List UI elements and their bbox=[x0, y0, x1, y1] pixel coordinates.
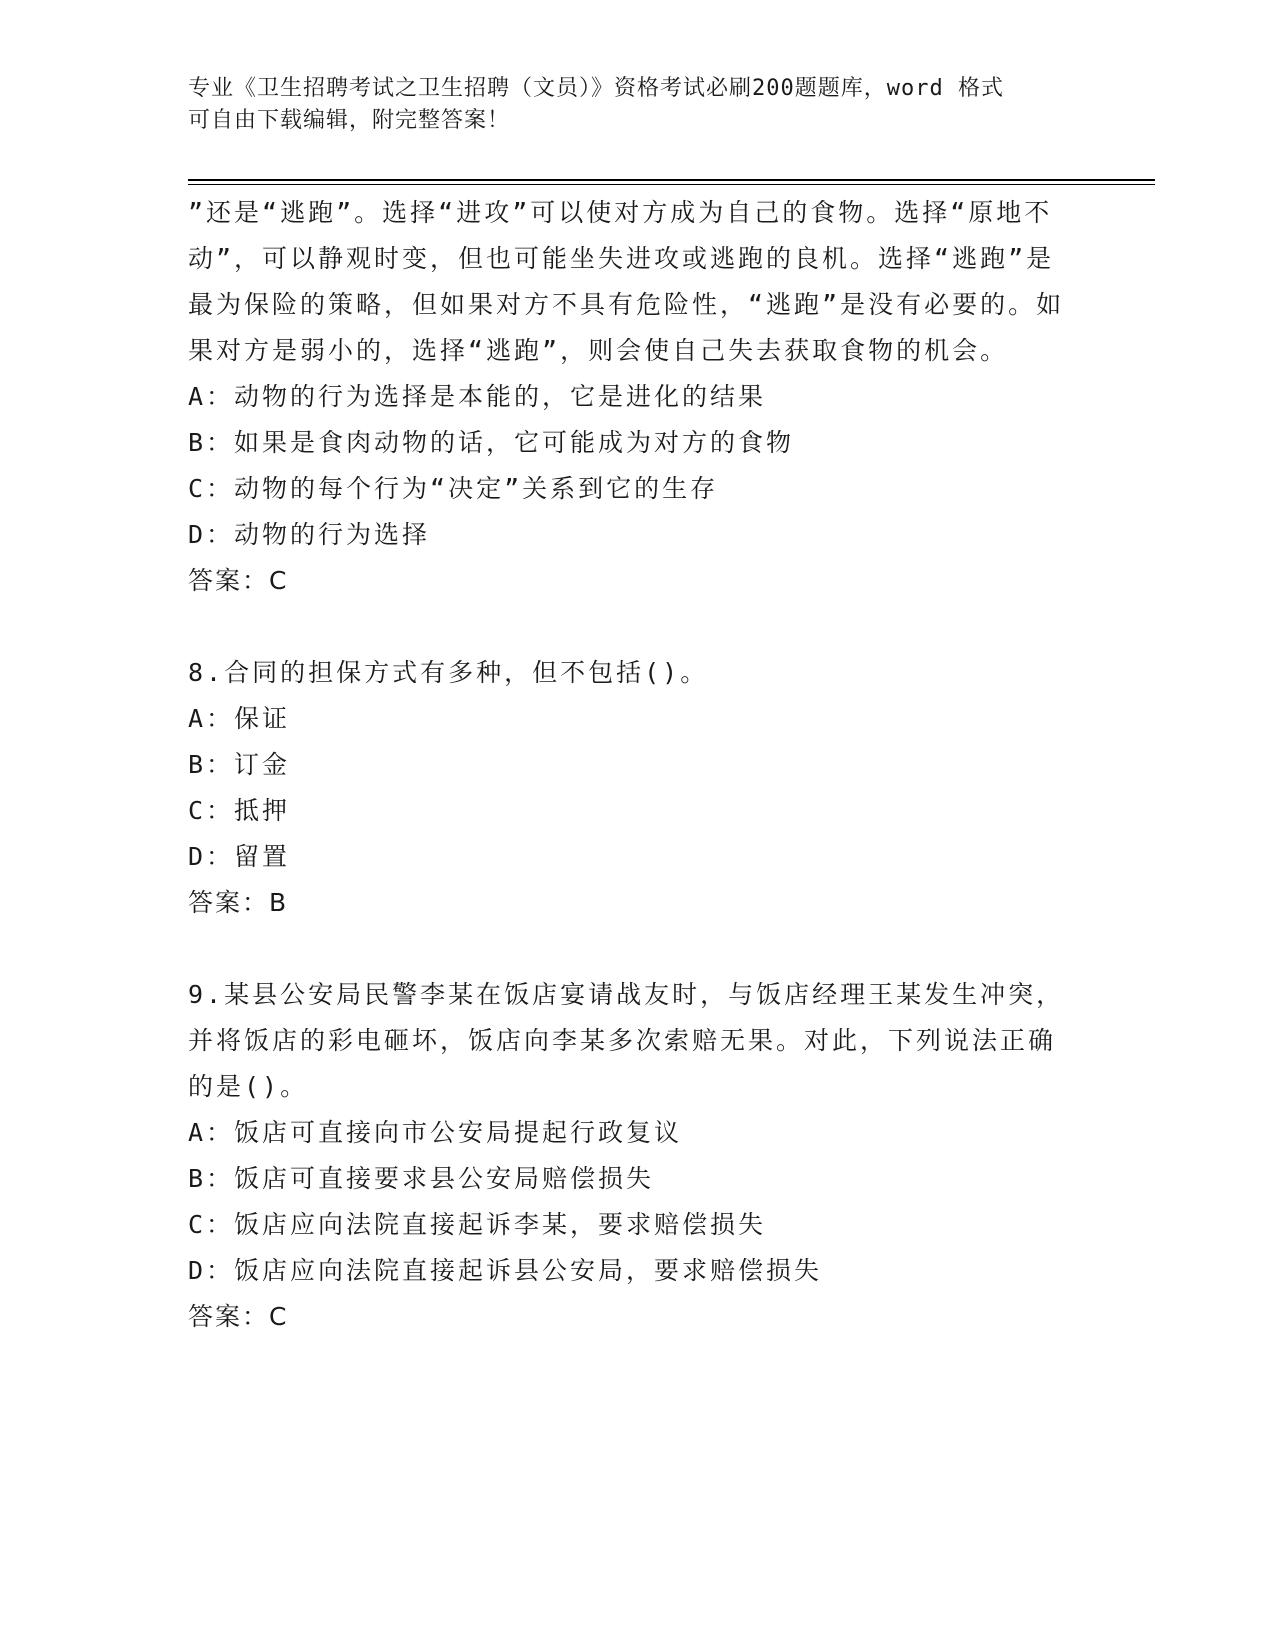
document-body bbox=[188, 190, 1068, 1340]
option-c: C：饭店应向法院直接起诉李某，要求赔偿损失 bbox=[188, 1210, 767, 1239]
option-d: D：饭店应向法院直接起诉县公安局，要求赔偿损失 bbox=[188, 1256, 823, 1285]
question-9 bbox=[188, 972, 1068, 1340]
option-d: D：留置 bbox=[188, 842, 291, 871]
question-stem: 8.合同的担保方式有多种，但不包括()。 bbox=[188, 658, 709, 687]
option-b: B：如果是食肉动物的话，它可能成为对方的食物 bbox=[188, 428, 795, 457]
option-d: D：动物的行为选择 bbox=[188, 520, 431, 549]
answer-line: 答案：C bbox=[188, 566, 289, 595]
answer-line: 答案：B bbox=[188, 888, 289, 917]
question-stem: 9.某县公安局民警李某在饭店宴请战友时，与饭店经理王某发生冲突，并将饭店的彩电砸坏，饭店向李某多次索赔无果。对此，下列说法正确的是()。 bbox=[188, 980, 1065, 1101]
question-8 bbox=[188, 650, 1068, 926]
answer-line: 答案：C bbox=[188, 1302, 289, 1331]
question-stem-continued: ”还是“逃跑”。选择“进攻”可以使对方成为自己的食物。选择“原地不动”，可以静观时变，但也可能坐失进攻或逃跑的良机。选择“逃跑”是最为保险的策略，但如果对方不具有危险性，“逃跑”是没有必要的。如果对方是弱小的，选择“逃跑”，则会使自己失去获取食物的机会。 bbox=[188, 198, 1065, 365]
option-c: C：动物的每个行为“决定”关系到它的生存 bbox=[188, 474, 719, 503]
option-b: B：订金 bbox=[188, 750, 291, 779]
page-header bbox=[188, 73, 1088, 137]
header-divider-thick bbox=[188, 179, 1155, 181]
option-a: A：动物的行为选择是本能的，它是进化的结果 bbox=[188, 382, 767, 411]
header-line-1: 专业《卫生招聘考试之卫生招聘（文员）》资格考试必刷200题题库，word 格式 bbox=[188, 76, 1004, 101]
header-line-2: 可自由下载编辑，附完整答案！ bbox=[188, 108, 511, 133]
question-continuation bbox=[188, 190, 1068, 604]
option-a: A：饭店可直接向市公安局提起行政复议 bbox=[188, 1118, 683, 1147]
header-divider-thin bbox=[188, 184, 1155, 185]
option-b: B：饭店可直接要求县公安局赔偿损失 bbox=[188, 1164, 655, 1193]
option-a: A：保证 bbox=[188, 704, 291, 733]
option-c: C：抵押 bbox=[188, 796, 291, 825]
